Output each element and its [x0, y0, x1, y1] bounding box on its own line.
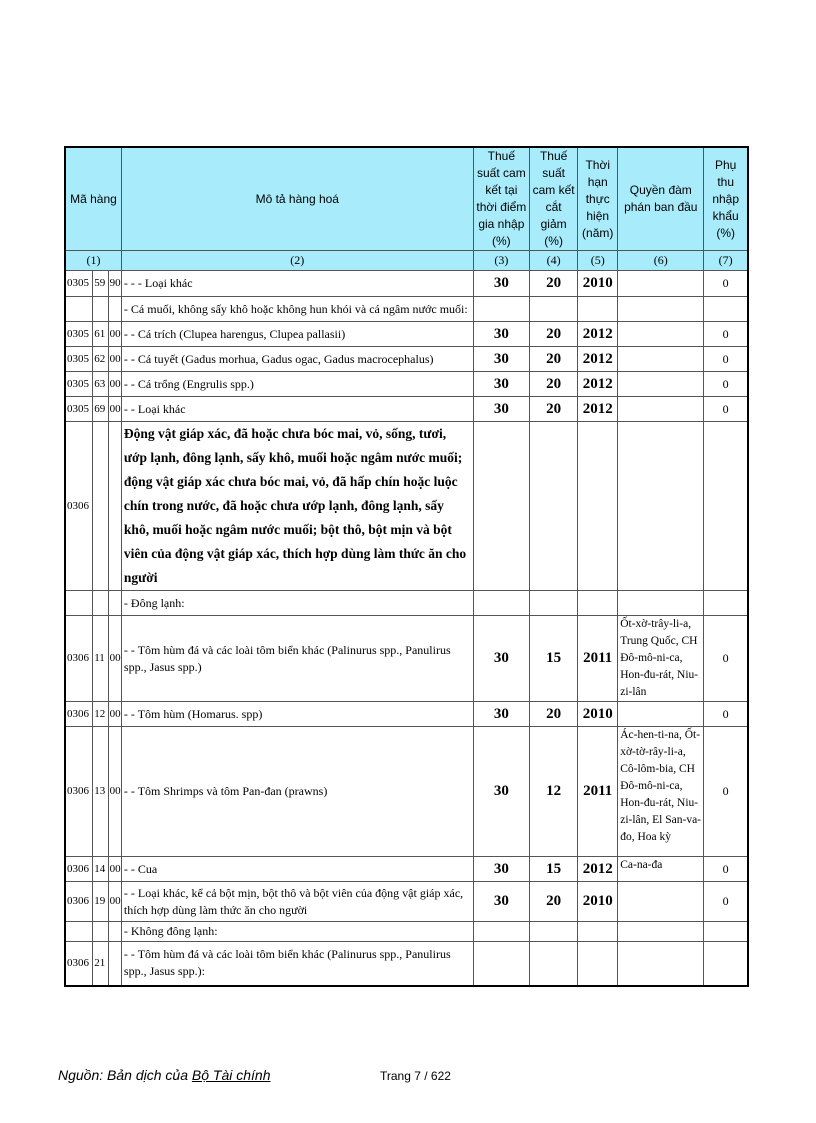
implementation-year	[578, 422, 618, 591]
code-part-1	[65, 297, 93, 322]
import-surcharge: 0	[704, 271, 748, 297]
code-part-1: 0306	[65, 882, 93, 922]
implementation-year: 2011	[578, 616, 618, 702]
import-surcharge	[704, 297, 748, 322]
import-surcharge: 0	[704, 322, 748, 347]
rate-at-accession: 30	[473, 271, 529, 297]
description: - - Tôm hùm (Homarus. spp)	[121, 702, 473, 727]
rate-committed: 20	[530, 271, 578, 297]
code-part-2: 69	[93, 397, 108, 422]
description: - - Cua	[121, 857, 473, 882]
code-part-1: 0306	[65, 616, 93, 702]
negotiating-rights	[618, 922, 704, 942]
colnum-5: (5)	[578, 251, 618, 271]
negotiating-rights: Ốt-xờ-trây-li-a, Trung Quốc, CH Đô-mô-ni-ca, Hon-đu-rát, Niu-zi-lân	[618, 616, 704, 702]
negotiating-rights	[618, 271, 704, 297]
rate-at-accession	[473, 422, 529, 591]
description: - - Cá trổng (Engrulis spp.)	[121, 372, 473, 397]
code-part-2: 13	[93, 727, 108, 857]
header-phu-thu: Phụ thu nhập khẩu (%)	[704, 147, 748, 251]
colnum-2: (2)	[121, 251, 473, 271]
negotiating-rights: Ác-hen-ti-na, Ốt-xờ-tờ-rây-li-a, Cô-lôm-bia, CH Đô-mô-ni-ca, Hon-đu-rát, Niu-zi-lân, El San-va-đo, Hoa kỳ	[618, 727, 704, 857]
import-surcharge	[704, 942, 748, 986]
rate-committed: 12	[530, 727, 578, 857]
code-part-2: 12	[93, 702, 108, 727]
negotiating-rights	[618, 422, 704, 591]
code-part-1: 0305	[65, 397, 93, 422]
negotiating-rights	[618, 347, 704, 372]
code-part-1: 0306	[65, 422, 93, 591]
code-part-2: 19	[93, 882, 108, 922]
description: - - Tôm Shrimps và tôm Pan-đan (prawns)	[121, 727, 473, 857]
code-part-3: 00	[108, 882, 121, 922]
table-row	[65, 397, 748, 422]
code-part-3: 00	[108, 702, 121, 727]
code-part-3	[108, 942, 121, 986]
code-part-1: 0306	[65, 727, 93, 857]
code-part-1: 0305	[65, 372, 93, 397]
header-thoi-han: Thời hạn thực hiện (năm)	[578, 147, 618, 251]
header-thue-gia-nhap: Thuế suất cam kết tại thời điểm gia nhập (%)	[473, 147, 529, 251]
table-row	[65, 942, 748, 986]
implementation-year: 2011	[578, 727, 618, 857]
implementation-year	[578, 297, 618, 322]
negotiating-rights	[618, 702, 704, 727]
rate-committed: 20	[530, 397, 578, 422]
header-row	[65, 147, 748, 251]
rate-at-accession: 30	[473, 727, 529, 857]
rate-committed: 15	[530, 616, 578, 702]
implementation-year	[578, 942, 618, 986]
header-quyen-dam-phan: Quyền đàm phán ban đầu	[618, 147, 704, 251]
code-part-1: 0306	[65, 702, 93, 727]
code-part-3: 00	[108, 322, 121, 347]
table-row	[65, 347, 748, 372]
implementation-year	[578, 922, 618, 942]
negotiating-rights	[618, 882, 704, 922]
description: - Đông lạnh:	[121, 591, 473, 616]
code-part-2: 21	[93, 942, 108, 986]
page-number: Trang 7 / 622	[380, 1069, 451, 1083]
implementation-year: 2010	[578, 271, 618, 297]
code-part-1: 0305	[65, 347, 93, 372]
rate-committed	[530, 297, 578, 322]
negotiating-rights	[618, 297, 704, 322]
footer-source-prefix: Nguồn: Bản dịch của	[58, 1067, 192, 1083]
rate-at-accession	[473, 297, 529, 322]
rate-committed: 20	[530, 347, 578, 372]
description: - Không đông lạnh:	[121, 922, 473, 942]
code-part-1: 0305	[65, 271, 93, 297]
import-surcharge: 0	[704, 616, 748, 702]
import-surcharge	[704, 922, 748, 942]
column-number-row	[65, 251, 748, 271]
description: - - Cá tuyết (Gadus morhua, Gadus ogac, Gadus macrocephalus)	[121, 347, 473, 372]
description: - - - Loại khác	[121, 271, 473, 297]
table-row	[65, 727, 748, 857]
code-part-1	[65, 591, 93, 616]
code-part-2: 63	[93, 372, 108, 397]
header-thue-cat-giam: Thuế suất cam kết cắt giảm (%)	[530, 147, 578, 251]
code-part-2	[93, 422, 108, 591]
rate-committed	[530, 942, 578, 986]
rate-committed: 20	[530, 702, 578, 727]
code-part-2: 11	[93, 616, 108, 702]
table-row	[65, 702, 748, 727]
code-part-2: 59	[93, 271, 108, 297]
table-row	[65, 857, 748, 882]
footer-source	[58, 1067, 270, 1083]
description: - Cá muối, không sấy khô hoặc không hun khói và cá ngâm nước muối:	[121, 297, 473, 322]
import-surcharge: 0	[704, 372, 748, 397]
rate-at-accession	[473, 591, 529, 616]
code-part-2: 62	[93, 347, 108, 372]
header-mo-ta: Mô tả hàng hoá	[121, 147, 473, 251]
code-part-1: 0306	[65, 942, 93, 986]
code-part-3: 00	[108, 616, 121, 702]
table-row	[65, 271, 748, 297]
import-surcharge	[704, 422, 748, 591]
description: Động vật giáp xác, đã hoặc chưa bóc mai, vỏ, sống, tươi, ướp lạnh, đông lạnh, sấy khô, muối hoặc ngâm nước muối; động vật giáp xác chưa bóc mai, vỏ, đã hấp chín hoặc luộc chín trong nước, đã hoặc chưa ướp lạnh, đông lạnh, sấy khô, muối hoặc ngâm nước muối; bột thô, bột mịn và bột viên của động vật giáp xác, thích hợp dùng làm thức ăn cho người	[121, 422, 473, 591]
rate-at-accession: 30	[473, 322, 529, 347]
rate-committed: 15	[530, 857, 578, 882]
implementation-year: 2012	[578, 397, 618, 422]
implementation-year: 2010	[578, 702, 618, 727]
table-row	[65, 297, 748, 322]
negotiating-rights	[618, 942, 704, 986]
code-part-2: 61	[93, 322, 108, 347]
rate-committed	[530, 422, 578, 591]
import-surcharge: 0	[704, 727, 748, 857]
table-row	[65, 372, 748, 397]
import-surcharge: 0	[704, 857, 748, 882]
import-surcharge: 0	[704, 347, 748, 372]
rate-at-accession: 30	[473, 347, 529, 372]
negotiating-rights	[618, 591, 704, 616]
colnum-4: (4)	[530, 251, 578, 271]
code-part-2	[93, 297, 108, 322]
table-row	[65, 422, 748, 591]
header-ma-hang: Mã hàng	[65, 147, 121, 251]
footer-source-link[interactable]: Bộ Tài chính	[191, 1067, 271, 1083]
negotiating-rights	[618, 322, 704, 347]
code-part-1: 0306	[65, 857, 93, 882]
code-part-2	[93, 591, 108, 616]
colnum-3: (3)	[473, 251, 529, 271]
description: - - Loại khác, kể cả bột mịn, bột thô và bột viên của động vật giáp xác, thích hợp dùng làm thức ăn cho người	[121, 882, 473, 922]
code-part-3: 00	[108, 727, 121, 857]
rate-committed: 20	[530, 882, 578, 922]
code-part-3	[108, 297, 121, 322]
code-part-2: 14	[93, 857, 108, 882]
code-part-3	[108, 922, 121, 942]
rate-at-accession: 30	[473, 372, 529, 397]
table-row	[65, 922, 748, 942]
colnum-6: (6)	[618, 251, 704, 271]
rate-at-accession: 30	[473, 616, 529, 702]
import-surcharge	[704, 591, 748, 616]
negotiating-rights	[618, 397, 704, 422]
implementation-year: 2012	[578, 322, 618, 347]
code-part-3: 00	[108, 372, 121, 397]
description: - - Tôm hùm đá và các loài tôm biển khác (Palinurus spp., Panulirus spp., Jasus spp.)	[121, 616, 473, 702]
implementation-year: 2012	[578, 347, 618, 372]
rate-at-accession	[473, 922, 529, 942]
rate-at-accession: 30	[473, 882, 529, 922]
code-part-3: 90	[108, 271, 121, 297]
rate-committed	[530, 591, 578, 616]
code-part-2	[93, 922, 108, 942]
table-row	[65, 322, 748, 347]
code-part-3: 00	[108, 857, 121, 882]
rate-committed: 20	[530, 372, 578, 397]
code-part-3	[108, 422, 121, 591]
description: - - Loại khác	[121, 397, 473, 422]
code-part-3	[108, 591, 121, 616]
colnum-1: (1)	[65, 251, 121, 271]
description: - - Cá trích (Clupea harengus, Clupea pallasii)	[121, 322, 473, 347]
rate-at-accession: 30	[473, 397, 529, 422]
description: - - Tôm hùm đá và các loài tôm biển khác (Palinurus spp., Panulirus spp., Jasus spp.):	[121, 942, 473, 986]
code-part-1: 0305	[65, 322, 93, 347]
implementation-year: 2010	[578, 882, 618, 922]
rate-committed: 20	[530, 322, 578, 347]
negotiating-rights: Ca-na-đa	[618, 857, 704, 882]
code-part-3: 00	[108, 397, 121, 422]
rate-at-accession	[473, 942, 529, 986]
code-part-3: 00	[108, 347, 121, 372]
table-row	[65, 882, 748, 922]
code-part-1	[65, 922, 93, 942]
implementation-year: 2012	[578, 372, 618, 397]
tariff-table	[64, 146, 749, 987]
colnum-7: (7)	[704, 251, 748, 271]
implementation-year	[578, 591, 618, 616]
rate-committed	[530, 922, 578, 942]
rate-at-accession: 30	[473, 702, 529, 727]
import-surcharge: 0	[704, 702, 748, 727]
table-row	[65, 616, 748, 702]
implementation-year: 2012	[578, 857, 618, 882]
negotiating-rights	[618, 372, 704, 397]
import-surcharge: 0	[704, 882, 748, 922]
import-surcharge: 0	[704, 397, 748, 422]
table-row	[65, 591, 748, 616]
rate-at-accession: 30	[473, 857, 529, 882]
